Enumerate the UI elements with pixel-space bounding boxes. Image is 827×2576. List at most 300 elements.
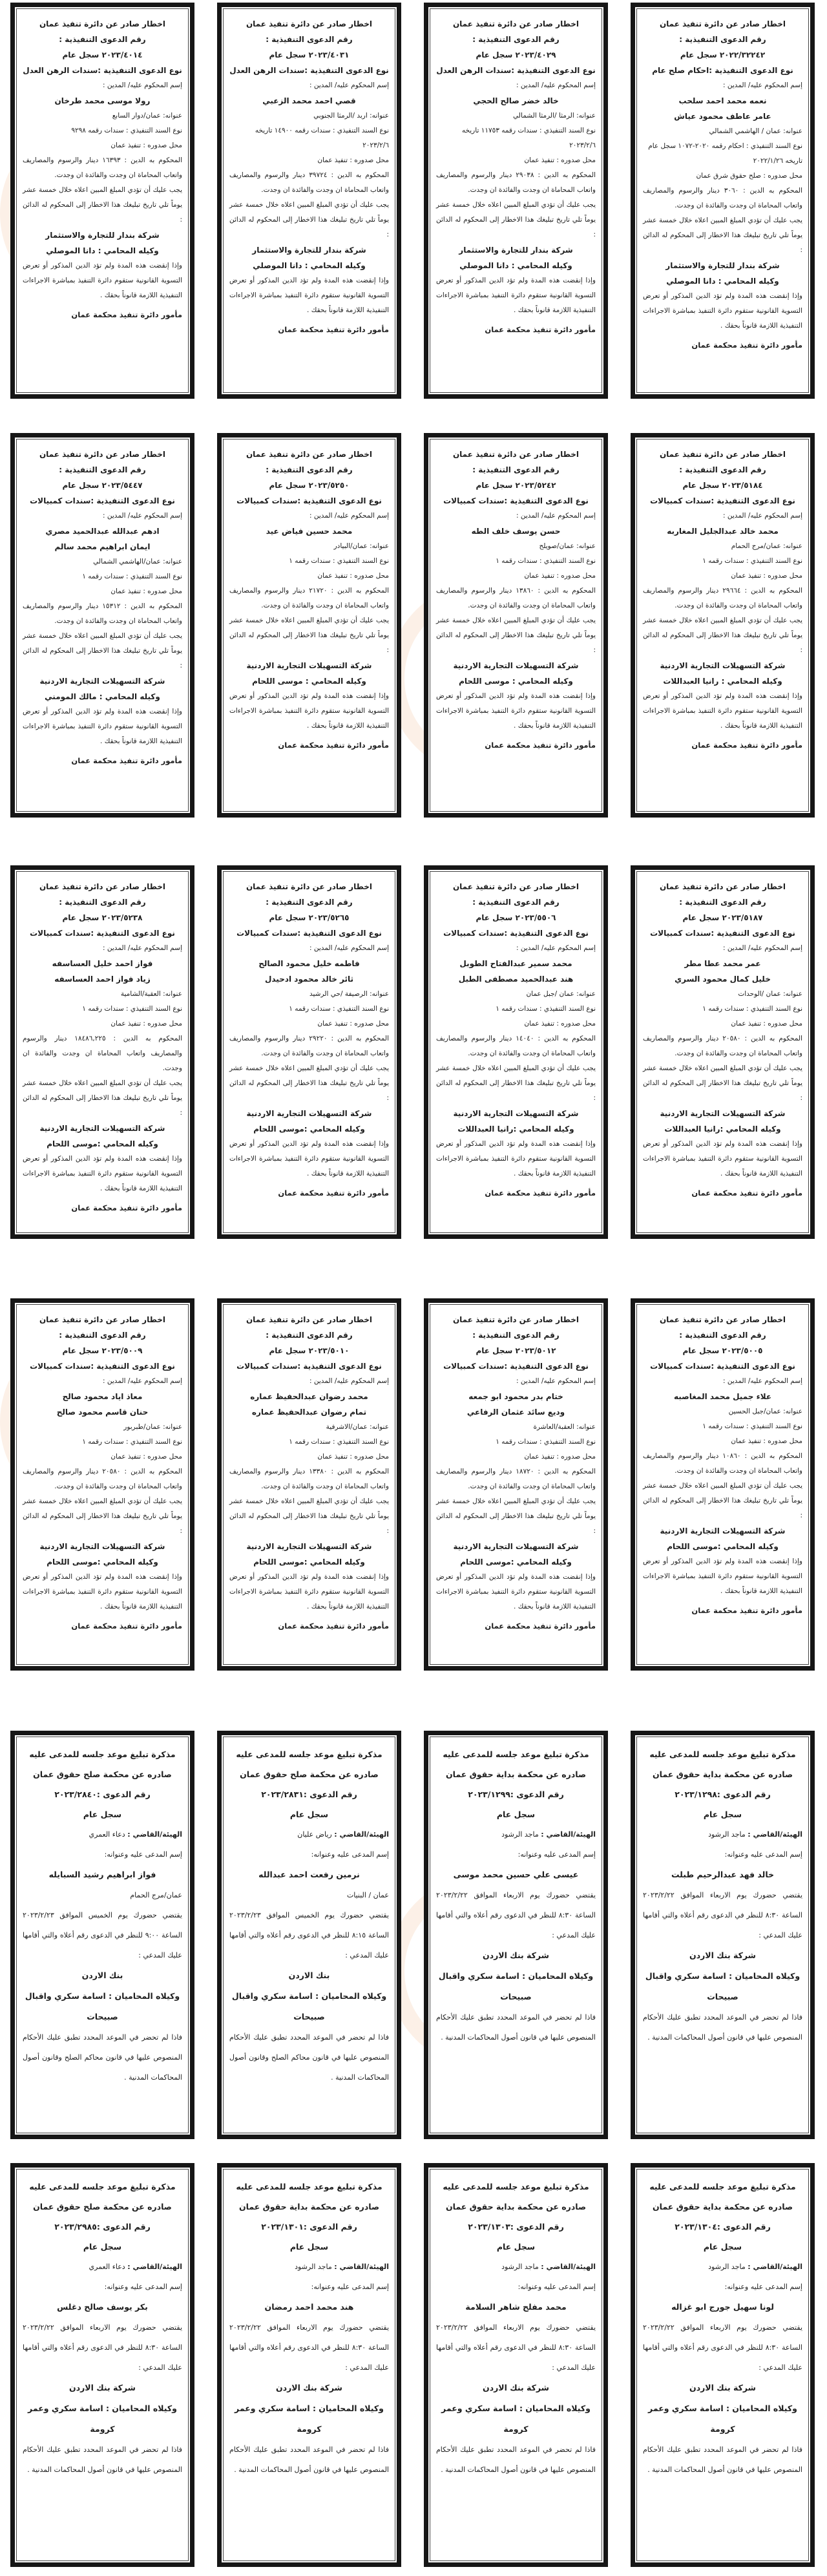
creditor-lawyer: وكيله المحامي : دانا الموصلي [459, 261, 572, 270]
instrument-label: نوع السند التنفيذي : [539, 127, 596, 134]
case-type-label: نوع الدعوى التنفيذية : [504, 496, 589, 505]
issued-value: تنفيذ عمان [731, 1020, 762, 1028]
issued-value: تنفيذ عمان [110, 1020, 141, 1028]
debt-amount [23, 1031, 182, 1076]
hearing-prefix: يقتضي حضورك يوم [324, 1911, 389, 1919]
debt-value: ١٨٧٢٠ [516, 1468, 534, 1475]
creditor-name: شركة التسهيلات التجارية الاردنية [453, 1542, 579, 1551]
hearing-details [23, 2317, 182, 2378]
instrument-value: سندات رقمه ٩٢٩٨ [71, 127, 124, 134]
case-number-label: رقم الدعوى : [96, 1789, 151, 1799]
case-type-label: نوع الدعوى التنفيذية : [90, 929, 175, 938]
execution-notice [10, 865, 194, 1239]
instrument-label: نوع السند التنفيذي : [126, 573, 182, 580]
issued-label: محل صدوره : [763, 172, 802, 180]
case-type-label: نوع الدعوى التنفيذية : [297, 496, 382, 505]
payment-instruction: يجب عليك أن تؤدي المبلغ المبين اعلاه خلال خمسة عشر يوماً تلي تاريخ تبليغك هذا الاخطار إلى المحكوم له الدائن : [229, 201, 389, 238]
instrument-value: سندات رقمه ١ [82, 573, 124, 580]
debt-suffix: دينار والرسوم والمصاريف واتعاب المحاماة ان وجدت والفائدة ان وجدت. [229, 1468, 389, 1490]
case-type-label: نوع الدعوى التنفيذية : [511, 66, 596, 75]
case-number-label: رقم الدعوى التنفيذية : [472, 465, 560, 474]
case-type-label: نوع الدعوى التنفيذية : [297, 1362, 382, 1371]
judge-label: الهيئة/القاضي : [334, 2263, 389, 2271]
execution-notice [217, 865, 401, 1239]
notice-title: اخطار صادر عن دائرة تنفيذ عمان [659, 882, 786, 891]
debtor-address [436, 539, 596, 554]
hearing-suffix: للنظر في الدعوى رقم أعلاه والتي أقامها عليك المدعي : [436, 1911, 596, 1939]
issuing-place [643, 169, 802, 184]
debtor-label: إسم المحكوم عليه/ المدين : [103, 81, 182, 89]
debtor-name: عمر محمد عطا مطر [684, 959, 761, 968]
warning-text: وإذا إنقضت هذه المدة ولم تؤد الدين المذكور أو تعرض التسوية القانونية ستقوم دائرة التنفيذ بمباشرة الاجراءات التنفيذية اللازمة قانوناً بحقك . [229, 277, 389, 314]
case-number-label: رقم الدعوى التنفيذية : [679, 898, 766, 907]
execution-notice [10, 433, 194, 818]
hearing-time: ٨:١٥ [351, 1931, 366, 1939]
summons-notice [217, 1731, 401, 2139]
register-type: سجل عام [496, 1810, 536, 1819]
court-name: صادره عن محكمة صلح حقوق عمان [33, 2202, 172, 2212]
hearing-time: ٨:٣٠ [558, 2343, 573, 2352]
judge-label: الهيئة/القاضي : [127, 2263, 182, 2271]
case-type [229, 493, 389, 509]
hearing-day: الاربعاء [709, 2323, 731, 2332]
creditor-name: شركة التسهيلات التجارية الاردنية [39, 1124, 165, 1133]
hearing-mid: الموافق [680, 2323, 704, 2332]
plaintiff-name: بنك الاردن [81, 1970, 123, 1980]
case-number [436, 2217, 596, 2237]
creditor-name: شركة التسهيلات التجارية الاردنية [660, 1109, 786, 1118]
signature: مأمور دائرة تنفيذ محكمة عمان [71, 756, 182, 765]
warning-text: وإذا إنقضت هذه المدة ولم تؤد الدين المذكور أو تعرض التسوية القانونية ستقوم دائرة التنفيذ بمباشرة الاجراءات التنفيذية اللازمة قانوناً بحقك . [23, 1155, 182, 1192]
debt-amount [229, 584, 389, 613]
address-value: اربد /الرمثا الجنوبي [313, 112, 368, 120]
case-number-label: رقم الدعوى : [510, 1789, 564, 1799]
case-number-label: رقم الدعوى التنفيذية : [266, 35, 353, 44]
case-number [229, 1784, 389, 1804]
hearing-suffix: للنظر في الدعوى رقم أعلاه والتي أقامها عليك المدعي : [643, 2343, 802, 2372]
case-type-label: نوع الدعوى التنفيذية : [304, 66, 389, 75]
hearing-time-label: الساعة [368, 1931, 389, 1939]
hearing-mid: الموافق [680, 1891, 704, 1899]
judge-name: دعاء العمري [89, 1830, 125, 1839]
case-type [436, 925, 596, 941]
issued-label: محل صدوره : [350, 1020, 389, 1028]
debtor-address [643, 987, 802, 1002]
plaintiff-name: شركة بنك الاردن [69, 2383, 136, 2392]
closing-text: فاذا لم تحضر في الموعد المحدد تطبق عليك الأحكام المنصوص عليها في قانون أصول المحاكمات المدنية . [229, 2445, 389, 2474]
issuing-place [643, 1434, 802, 1449]
execution-notice [217, 433, 401, 818]
creditor-name: شركة التسهيلات التجارية الاردنية [246, 661, 372, 670]
issued-label: محل صدوره : [143, 587, 182, 595]
issued-label: محل صدوره : [556, 1020, 596, 1028]
debtor-address [436, 109, 596, 123]
case-type-label: نوع الدعوى التنفيذية : [297, 929, 382, 938]
judge [643, 2257, 802, 2277]
hearing-day: الخميس [88, 1911, 112, 1919]
creditor-lawyer: وكيله المحامي : دانا الموصلي [253, 261, 366, 270]
issued-value: تنفيذ عمان [317, 1453, 348, 1461]
notice-title: اخطار صادر عن دائرة تنفيذ عمان [39, 19, 166, 28]
judge [643, 1824, 802, 1844]
closing-text: فاذا لم تحضر في الموعد المحدد تطبق عليك الأحكام المنصوص عليها في قانون محاكم الصلح وقانون أصول المحاكمات المدنية . [23, 2033, 182, 2082]
hearing-day: الاربعاء [89, 2323, 110, 2332]
case-number: ٢٠٢٣/٥٢٥٠ سجل عام [269, 481, 350, 490]
warning-text: وإذا إنقضت هذه المدة ولم تؤد الدين المذكور أو تعرض التسوية القانونية ستقوم دائرة التنفيذ بمباشرة الاجراءات التنفيذية اللازمة قانوناً بحقك . [229, 1140, 389, 1177]
hearing-mid: الموافق [59, 1911, 83, 1919]
debtor-label: إسم المحكوم عليه/ المدين : [309, 1377, 389, 1385]
payment-instruction: يجب عليك أن تؤدي المبلغ المبين اعلاه خلال خمسة عشر يوماً تلي تاريخ تبليغك هذا الاخطار إلى المحكوم له الدائن : [229, 1497, 389, 1535]
court-name: صادره عن محكمة صلح حقوق عمان [33, 1769, 172, 1779]
defendant-label: إسم المدعى عليه وعنوانه: [518, 2283, 596, 2291]
plaintiff-name: شركة بنك الاردن [276, 2383, 342, 2392]
case-type-label: نوع الدعوى التنفيذية : [711, 496, 795, 505]
summons-notice [424, 2163, 608, 2567]
notice-title: اخطار صادر عن دائرة تنفيذ عمان [452, 450, 580, 459]
case-number: ٢٠٢٣/٥٢٤٢ سجل عام [476, 481, 556, 490]
notice-title: اخطار صادر عن دائرة تنفيذ عمان [452, 19, 580, 28]
case-number-label: رقم الدعوى : [303, 2222, 357, 2232]
hearing-time-label: الساعة [574, 2343, 596, 2352]
debt-amount [436, 584, 596, 613]
hearing-suffix: للنظر في الدعوى رقم أعلاه والتي أقامها عليك المدعي : [436, 2343, 596, 2372]
address-value: عمان/الهاشمي الشمالي [93, 558, 161, 565]
address-label: عنوانه: [783, 990, 802, 998]
court-name: صادره عن محكمة بداية حقوق عمان [445, 1769, 587, 1779]
signature: مأمور دائرة تنفيذ محكمة عمان [71, 1203, 182, 1212]
notice-title: اخطار صادر عن دائرة تنفيذ عمان [452, 1315, 580, 1324]
address-value: عمان/طبربور [123, 1423, 161, 1431]
debtor-address [229, 109, 389, 123]
closing-text: فاذا لم تحضر في الموعد المحدد تطبق عليك الأحكام المنصوص عليها في قانون محاكم الصلح وقانون أصول المحاكمات المدنية . [229, 2033, 389, 2082]
debt-prefix: المحكوم به الدين : [744, 1452, 802, 1460]
debtor-address [23, 987, 182, 1002]
debt-value: ٣٩٧٢٤ [309, 171, 328, 179]
payment-instruction: يجب عليك أن تؤدي المبلغ المبين اعلاه خلال خمسة عشر يوماً تلي تاريخ تبليغك هذا الاخطار إلى المحكوم له الدائن : [643, 1482, 802, 1519]
case-number-value: ٢٠٢٣/١٣٠٤ [675, 2222, 717, 2232]
hearing-details [436, 2317, 596, 2378]
judge-label: الهيئة/القاضي : [334, 1830, 389, 1839]
instrument-value: سندات رقمه ١ [82, 1438, 124, 1446]
hearing-date: ٢٠٢٣/٢/٢٢ [23, 2323, 54, 2332]
case-type [23, 493, 182, 509]
defendant-name: بكر يوسف صالح دغلس [57, 2302, 148, 2312]
plaintiff-name: شركة بنك الاردن [483, 1950, 549, 1960]
issued-label: محل صدوره : [556, 572, 596, 580]
debt-suffix: دينار والرسوم والمصاريف واتعاب المحاماة ان وجدت والفائدة ان وجدت. [643, 1035, 802, 1057]
hearing-prefix: يقتضي حضورك يوم [737, 2323, 803, 2332]
register-type: سجل عام [83, 1810, 122, 1819]
warning-text: وإذا إنقضت هذه المدة ولم تؤد الدين المذكور أو تعرض التسوية القانونية ستقوم دائرة التنفيذ بمباشرة الاجراءات التنفيذية اللازمة قانوناً بحقك . [23, 262, 182, 299]
debt-amount [436, 1464, 596, 1494]
judge [23, 1824, 182, 1844]
case-number: ٢٠٢٣/٥٢٣٨ سجل عام [62, 913, 143, 922]
execution-notice [10, 3, 194, 399]
issued-value: تنفيذ عمان [317, 1020, 348, 1028]
case-number [23, 1784, 182, 1804]
instrument-label: نوع السند التنفيذي : [539, 1438, 596, 1446]
closing-text: فاذا لم تحضر في الموعد المحدد تطبق عليك الأحكام المنصوص عليها في قانون أصول المحاكمات المدنية . [436, 2445, 596, 2474]
hearing-date: ٢٠٢٣/٢/٢٣ [229, 1911, 261, 1919]
judge-label: الهيئة/القاضي : [748, 2263, 802, 2271]
debtor-name: حسن يوسف خلف الطه [471, 527, 561, 536]
execution-notice [631, 865, 815, 1239]
address-value: عمان/جبل الحسين [728, 1408, 781, 1415]
payment-instruction: يجب عليك أن تؤدي المبلغ المبين اعلاه خلال خمسة عشر يوماً تلي تاريخ تبليغك هذا الاخطار إلى المحكوم له الدائن : [436, 617, 596, 654]
hearing-mid: الموافق [474, 2323, 497, 2332]
debt-prefix: المحكوم به الدين : [538, 1035, 596, 1042]
case-type-value: سندات كمبيالات [443, 1362, 505, 1371]
defendant-name: عيسى علي حسين محمد موسى [453, 1870, 579, 1879]
case-type [643, 63, 802, 78]
case-number: ٢٠٢٣/٤٠٣١ سجل عام [269, 50, 350, 59]
debtor-name: حنان قاسم محمود صالح [56, 1408, 149, 1417]
instrument-label: نوع السند التنفيذي : [746, 142, 802, 150]
case-number [643, 2217, 802, 2237]
issuing-place [436, 569, 596, 584]
case-type-value: سندات الرهن العدل [436, 66, 512, 75]
issuing-place [229, 569, 389, 584]
address-label: عنوانه: [370, 990, 389, 998]
payment-instruction: يجب عليك أن تؤدي المبلغ المبين اعلاه خلال خمسة عشر يوماً تلي تاريخ تبليغك هذا الاخطار إلى المحكوم له الدائن : [23, 632, 182, 670]
case-number-value: ٢٠٢٣/٢٨٣١ [261, 1789, 304, 1799]
issued-label: محل صدوره : [556, 1453, 596, 1461]
case-number-value: ٢٠٢٣/١٣٠٣ [468, 2222, 510, 2232]
hearing-details [643, 1885, 802, 1945]
execution-notice [217, 3, 401, 399]
plaintiff-name: شركة بنك الاردن [483, 2383, 549, 2392]
warning-text: وإذا إنقضت هذه المدة ولم تؤد الدين المذكور أو تعرض التسوية القانونية ستقوم دائرة التنفيذ بمباشرة الاجراءات التنفيذية اللازمة قانوناً بحقك . [643, 1140, 802, 1177]
issuing-place [229, 1450, 389, 1464]
debt-prefix: المحكوم به الدين : [113, 1035, 182, 1042]
notice-row [0, 3, 827, 399]
issuing-place [643, 569, 802, 584]
case-type-label: نوع الدعوى التنفيذية : [711, 929, 795, 938]
debtor-name: محمد رضوان عبدالحفيظ عماره [250, 1392, 368, 1401]
summons-notice [424, 1731, 608, 2139]
defendant-label: إسم المدعى عليه وعنوانه: [518, 1850, 596, 1859]
plaintiff-lawyers: وكيلاه المحاميان : اسامة سكري وعمر كرومة [235, 2403, 384, 2434]
signature: مأمور دائرة تنفيذ محكمة عمان [485, 325, 596, 334]
signature: مأمور دائرة تنفيذ محكمة عمان [691, 1188, 802, 1198]
hearing-suffix: للنظر في الدعوى رقم أعلاه والتي أقامها عليك المدعي : [23, 1931, 182, 1959]
defendant-label: إسم المدعى عليه وعنوانه: [724, 2283, 802, 2291]
debt-prefix: المحكوم به الدين : [538, 587, 596, 595]
court-name: صادره عن محكمة بداية حقوق عمان [445, 2202, 587, 2212]
notice-title: مذكرة تبليغ موعد جلسه للمدعى عليه [236, 2182, 382, 2191]
creditor-name: شركة التسهيلات التجارية الاردنية [453, 661, 579, 670]
execution-notice [424, 1298, 608, 1671]
debt-value: ١٨٤٨٦,٢٢٥ [74, 1035, 106, 1042]
debt-suffix: دينار والرسوم والمصاريف واتعاب المحاماة ان وجدت والفائدة ان وجدت. [436, 1035, 596, 1057]
creditor-lawyer: وكيله المحامي :موسى اللحام [460, 1557, 572, 1567]
hearing-details [436, 1885, 596, 1945]
debtor-label: إسم المحكوم عليه/ المدين : [103, 944, 182, 952]
debtor-label: إسم المحكوم عليه/ المدين : [516, 81, 596, 89]
issued-label: محل صدوره : [350, 572, 389, 580]
judge-label: الهيئة/القاضي : [748, 1830, 802, 1839]
hearing-time: ٨:٣٠ [765, 1911, 780, 1919]
debt-suffix: دينار والرسوم والمصاريف واتعاب المحاماة ان وجدت والفائدة ان وجدت. [436, 171, 596, 194]
debtor-name: هند عبدالحميد مصطفى الطبل [458, 975, 574, 984]
case-number [23, 2217, 182, 2237]
debtor-address [229, 1420, 389, 1435]
case-type [436, 493, 596, 509]
debt-suffix: دينار والرسوم والمصاريف واتعاب المحاماة ان وجدت والفائدة ان وجدت. [643, 187, 802, 209]
register-type: سجل عام [703, 2242, 742, 2252]
debt-amount [23, 153, 182, 183]
hearing-time-label: الساعة [781, 1911, 802, 1919]
warning-text: وإذا إنقضت هذه المدة ولم تؤد الدين المذكور أو تعرض التسوية القانونية ستقوم دائرة التنفيذ بمباشرة الاجراءات التنفيذية اللازمة قانوناً بحقك . [23, 708, 182, 745]
case-type-value: سندات الرهن العدل [23, 66, 98, 75]
hearing-suffix: للنظر في الدعوى رقم أعلاه والتي أقامها عليك المدعي : [229, 2343, 389, 2372]
payment-instruction: يجب عليك أن تؤدي المبلغ المبين اعلاه خلال خمسة عشر يوماً تلي تاريخ تبليغك هذا الاخطار إلى المحكوم له الدائن : [229, 1064, 389, 1102]
judge-name: ماجد الرشود [501, 1830, 539, 1839]
debt-prefix: المحكوم به الدين : [538, 171, 596, 179]
hearing-date: ٢٠٢٣/٢/٢٢ [643, 1891, 675, 1899]
debtor-address [436, 1420, 596, 1435]
case-type-value: سندات كمبيالات [30, 1362, 91, 1371]
case-number-label: رقم الدعوى : [717, 1789, 771, 1799]
judge-label: الهيئة/القاضي : [541, 2263, 596, 2271]
instrument-label: نوع السند التنفيذي : [333, 127, 389, 134]
notice-title: مذكرة تبليغ موعد جلسه للمدعى عليه [29, 1749, 176, 1759]
instrument-label: نوع السند التنفيذي : [746, 1005, 802, 1013]
case-number-label: رقم الدعوى : [717, 2222, 771, 2232]
instrument-type [229, 1435, 389, 1450]
debtor-name: فواز احمد خليل العساسفه [52, 959, 153, 968]
register-type: سجل عام [496, 2242, 536, 2252]
address-value: عمان /جبل عمان [526, 990, 574, 998]
case-number-label: رقم الدعوى التنفيذية : [472, 1331, 560, 1340]
case-type-label: نوع الدعوى التنفيذية : [90, 496, 175, 505]
debtor-name: محمد حسين فياض عيد [266, 527, 353, 536]
address-value: عمان/مرج الحمام [731, 542, 781, 550]
notice-row [0, 433, 827, 818]
instrument-type [23, 569, 182, 584]
issued-value: تنفيذ عمان [110, 587, 141, 595]
creditor-lawyer: وكيله المحامي :رانيا العبداللات [664, 1124, 781, 1134]
defendant-name: لونا سهيل جورج ابو غزاله [671, 2302, 774, 2312]
case-number-label: رقم الدعوى التنفيذية : [59, 898, 146, 907]
payment-instruction: يجب عليك أن تؤدي المبلغ المبين اعلاه خلال خمسة عشر يوماً تلي تاريخ تبليغك هذا الاخطار إلى المحكوم له الدائن : [643, 617, 802, 654]
hearing-day: الاربعاء [296, 2323, 317, 2332]
debtor-name: نعمه محمد احمد سلحب [678, 96, 767, 105]
case-type [23, 63, 182, 78]
debt-prefix: المحكوم به الدين : [124, 1468, 182, 1475]
address-label: عنوانه: [163, 1423, 182, 1431]
warning-text: وإذا إنقضت هذه المدة ولم تؤد الدين المذكور أو تعرض التسوية القانونية ستقوم دائرة التنفيذ بمباشرة الاجراءات التنفيذية اللازمة قانوناً بحقك . [229, 1573, 389, 1610]
case-number-value: ٢٠٢٣/٢٨٤٠ [54, 1789, 97, 1799]
notice-title: اخطار صادر عن دائرة تنفيذ عمان [246, 450, 373, 459]
debtor-address [229, 987, 389, 1002]
instrument-label: نوع السند التنفيذي : [333, 557, 389, 565]
address-value: عمان/البيادر [333, 542, 368, 550]
issued-value: صلح حقوق شرق عمان [696, 172, 762, 180]
instrument-label: نوع السند التنفيذي : [746, 557, 802, 565]
instrument-value: سندات رقمه ١ [496, 1005, 538, 1013]
case-number [229, 2217, 389, 2237]
execution-notice [424, 3, 608, 399]
defendant-label: إسم المدعى عليه وعنوانه: [311, 1850, 389, 1859]
case-type-value: سندات الرهن العدل [229, 66, 305, 75]
plaintiff-lawyers: وكيلاه المحاميان : اسامة سكري واقبال صبيحات [645, 1971, 801, 2001]
debt-value: ٢٩٠٣٨ [516, 171, 534, 179]
creditor-lawyer: وكيله المحامي : موسى اللحام [459, 677, 573, 686]
case-type-label: نوع الدعوى التنفيذية : [709, 66, 793, 75]
notice-title: اخطار صادر عن دائرة تنفيذ عمان [246, 882, 373, 891]
debtor-label: إسم المحكوم عليه/ المدين : [723, 81, 802, 89]
case-type-label: نوع الدعوى التنفيذية : [90, 1362, 175, 1371]
case-number: ٢٠٢٣/٥٠٠٩ سجل عام [62, 1346, 143, 1355]
debt-amount [643, 584, 802, 613]
creditor-lawyer: وكيله المحامي :رانيا العبداللات [457, 1124, 574, 1134]
closing-text: فاذا لم تحضر في الموعد المحدد تطبق عليك الأحكام المنصوص عليها في قانون أصول المحاكمات المدنية . [643, 2013, 802, 2042]
defendant-name: هند محمد احمد رمضان [264, 2302, 354, 2312]
warning-text: وإذا إنقضت هذه المدة ولم تؤد الدين المذكور أو تعرض التسوية القانونية ستقوم دائرة التنفيذ بمباشرة الاجراءات التنفيذية اللازمة قانوناً بحقك . [643, 292, 802, 330]
debtor-name: خليل كمال محمود السري [675, 975, 771, 984]
creditor-name: شركة التسهيلات التجارية الاردنية [660, 661, 786, 670]
judge-name: ماجد الرشود [501, 2263, 539, 2271]
case-number: ٢٠٢٣/٥١٨٧ سجل عام [682, 913, 763, 922]
case-number: ٢٠٢٣/٤٠١٤ سجل عام [62, 50, 143, 59]
hearing-mid: الموافق [266, 1911, 290, 1919]
debt-value: ٢٠٥٨٠ [722, 1035, 741, 1042]
instrument-type [23, 123, 182, 138]
register-type: سجل عام [703, 1810, 742, 1819]
debtor-address [436, 987, 596, 1002]
debt-prefix: المحكوم به الدين : [331, 171, 389, 179]
issued-value: تنفيذ عمان [317, 156, 348, 164]
warning-text: وإذا إنقضت هذه المدة ولم تؤد الدين المذكور أو تعرض التسوية القانونية ستقوم دائرة التنفيذ بمباشرة الاجراءات التنفيذية اللازمة قانوناً بحقك . [436, 1573, 596, 1610]
case-type-value: سندات كمبيالات [30, 929, 91, 938]
instrument-value: سندات رقمه ١ [289, 557, 331, 565]
debt-amount [229, 1464, 389, 1494]
judge-label: الهيئة/القاضي : [127, 1830, 182, 1839]
issuing-place [436, 153, 596, 168]
address-label: عنوانه: [370, 1423, 389, 1431]
defendant-name: فواز ابراهيم رشيد السبايله [48, 1870, 156, 1879]
hearing-details [643, 2317, 802, 2378]
debtor-address [23, 1420, 182, 1435]
instrument-value: سندات رقمه ١١٧٥٣ تاريخه ٢٠٢٣/٢/٦ [461, 127, 596, 149]
debt-amount [436, 1031, 596, 1061]
plaintiff-name: شركة بنك الاردن [689, 1950, 756, 1960]
judge-name: دعاء العمري [89, 2263, 125, 2271]
register-type: سجل عام [289, 1810, 329, 1819]
issuing-place [229, 153, 389, 168]
notice-title: اخطار صادر عن دائرة تنفيذ عمان [452, 882, 580, 891]
debt-prefix: المحكوم به الدين : [331, 1468, 389, 1475]
issued-label: محل صدوره : [556, 156, 596, 164]
signature: مأمور دائرة تنفيذ محكمة عمان [278, 741, 389, 750]
debt-amount [229, 1031, 389, 1061]
instrument-value: سندات رقمه ١ [289, 1005, 331, 1013]
debtor-name: فاطمه خليل محمود الصالح [258, 959, 360, 968]
instrument-value: سندات رقمه ١ [702, 1422, 744, 1430]
instrument-value: سندات رقمه ١ [702, 1005, 744, 1013]
debt-value: ١٤٠٤٠ [516, 1035, 534, 1042]
case-number-label: رقم الدعوى : [96, 2222, 151, 2232]
debt-suffix: دينار والرسوم والمصاريف واتعاب المحاماة ان وجدت والفائدة ان وجدت. [23, 156, 182, 179]
hearing-suffix: للنظر في الدعوى رقم أعلاه والتي أقامها عليك المدعي : [23, 2343, 182, 2372]
signature: مأمور دائرة تنفيذ محكمة عمان [691, 1606, 802, 1615]
case-number-label: رقم الدعوى التنفيذية : [679, 35, 766, 44]
hearing-time-label: الساعة [574, 1911, 596, 1919]
debt-prefix: المحكوم به الدين : [744, 1035, 802, 1042]
notice-title: اخطار صادر عن دائرة تنفيذ عمان [659, 450, 786, 459]
case-number-label: رقم الدعوى التنفيذية : [266, 465, 353, 474]
